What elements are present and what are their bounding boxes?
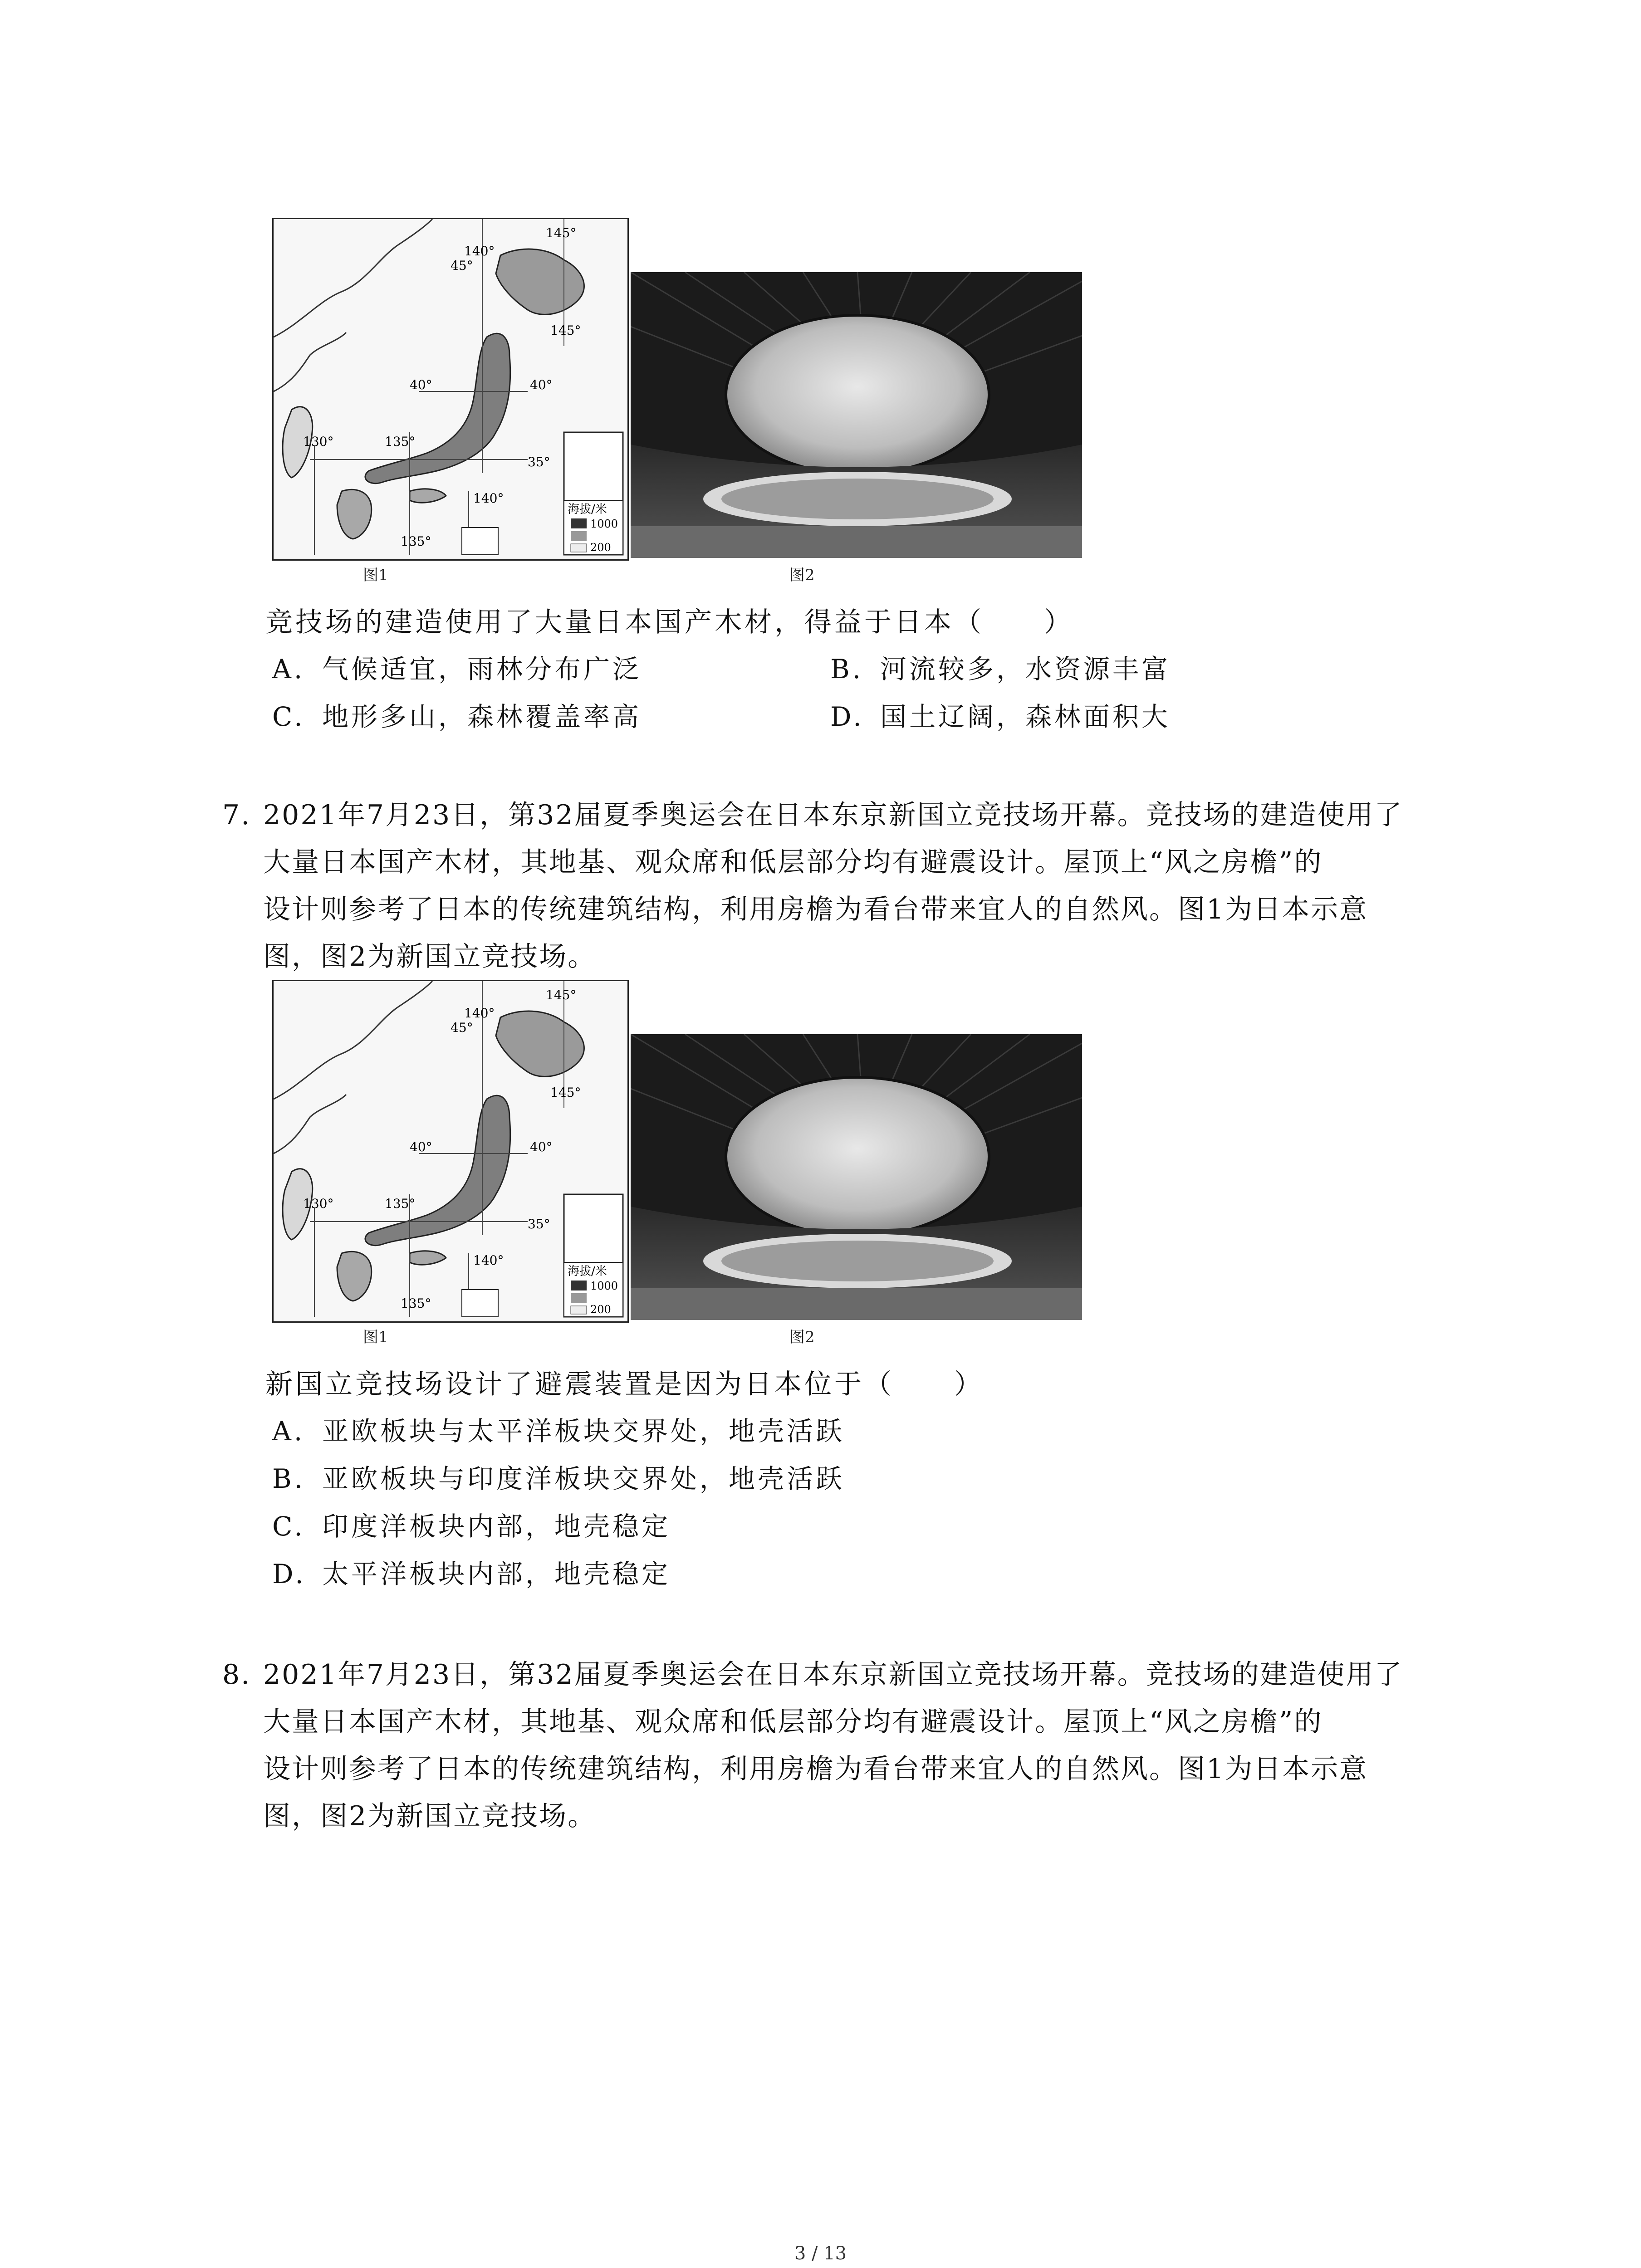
option-text: 国土辽阔，森林面积大	[880, 701, 1171, 732]
q8-stem-line: 大量日本国产木材，其地基、观众席和低层部分均有避震设计。屋顶上“风之房檐”的	[263, 1706, 1323, 1738]
option-label: C.	[272, 701, 305, 732]
q7-number: 7.	[222, 799, 251, 831]
map-legend-200: 200	[590, 1303, 611, 1316]
map-label: 145°	[550, 1085, 581, 1100]
option-label: D.	[272, 1559, 306, 1589]
map-label: 40°	[410, 1139, 432, 1154]
map-label: 135°	[385, 1196, 416, 1211]
fig1-caption: 图1	[363, 1328, 388, 1346]
map-label: 40°	[530, 377, 553, 392]
map-label: 145°	[546, 225, 577, 240]
q7-question: 新国立竞技场设计了避震装置是因为日本位于（ ）	[265, 1369, 984, 1400]
japan-map-figure	[272, 980, 629, 1323]
q6-option-c[interactable]	[272, 699, 642, 735]
q6-option-a[interactable]	[272, 651, 642, 687]
map-label: 130°	[303, 1196, 334, 1211]
q7-stem-line: 图，图2为新国立竞技场。	[263, 941, 597, 973]
map-label: 130°	[303, 434, 334, 449]
q8-stem-line: 2021年7月23日，第32届夏季奥运会在日本东京新国立竞技场开幕。竞技场的建造使用了	[263, 1659, 1403, 1691]
option-text: 地形多山，森林覆盖率高	[322, 701, 642, 732]
option-label: D.	[830, 701, 864, 732]
q7-stem-line: 大量日本国产木材，其地基、观众席和低层部分均有避震设计。屋顶上“风之房檐”的	[263, 846, 1323, 878]
map-label: 145°	[550, 323, 581, 338]
map-label: 135°	[385, 434, 416, 449]
option-label: A.	[272, 1416, 305, 1447]
map-label: 40°	[530, 1139, 553, 1154]
map-label: 135°	[401, 1296, 431, 1311]
map-label: 45°	[451, 1020, 473, 1035]
map-label: 35°	[528, 1217, 550, 1232]
map-legend-title: 海拔/米	[568, 1265, 607, 1278]
map-legend-200: 200	[590, 541, 611, 554]
q7-figure-row	[272, 980, 1112, 1346]
q6-question: 竞技场的建造使用了大量日本国产木材，得益于日本（ ）	[265, 606, 1074, 638]
stadium-photo-svg	[631, 1034, 1082, 1320]
q7-option-b[interactable]	[272, 1461, 845, 1497]
japan-map-figure	[272, 218, 629, 561]
option-label: B.	[830, 654, 864, 684]
q8-number: 8.	[222, 1659, 251, 1691]
option-label: A.	[272, 654, 305, 684]
option-text: 气候适宜，雨林分布广泛	[322, 654, 642, 684]
q6-option-b[interactable]	[830, 651, 1171, 687]
q7-option-c[interactable]	[272, 1508, 671, 1545]
map-legend-title: 海拔/米	[568, 503, 607, 516]
map-label: 140°	[473, 1253, 504, 1268]
q7-option-d[interactable]	[272, 1556, 671, 1592]
fig2-caption: 图2	[789, 1328, 815, 1346]
q7-option-a[interactable]	[272, 1413, 845, 1449]
map-label: 140°	[464, 1006, 495, 1021]
q8-stem-line: 图，图2为新国立竞技场。	[263, 1800, 597, 1832]
map-label: 40°	[410, 377, 432, 392]
q8-stem-line: 设计则参考了日本的传统建筑结构，利用房檐为看台带来宜人的自然风。图1为日本示意	[263, 1753, 1368, 1785]
fig2-caption: 图2	[789, 566, 815, 584]
map-label: 135°	[401, 534, 431, 549]
option-label: C.	[272, 1511, 305, 1542]
map-label: 45°	[451, 258, 473, 273]
map-label: 140°	[473, 491, 504, 506]
q8-stem	[222, 1651, 1470, 1840]
q6-option-d[interactable]	[830, 699, 1171, 735]
option-text: 印度洋板块内部，地壳稳定	[322, 1511, 671, 1542]
page-indicator: 3 / 13	[794, 2243, 847, 2264]
stadium-photo-svg	[631, 272, 1082, 558]
map-label: 35°	[528, 455, 550, 469]
map-legend-1000: 1000	[590, 518, 618, 530]
option-text: 太平洋板块内部，地壳稳定	[322, 1559, 671, 1589]
option-label: B.	[272, 1463, 306, 1494]
q7-stem	[222, 792, 1470, 980]
q7-stem-line: 设计则参考了日本的传统建筑结构，利用房檐为看台带来宜人的自然风。图1为日本示意	[263, 894, 1368, 925]
map-legend-1000: 1000	[590, 1280, 618, 1292]
option-text: 亚欧板块与印度洋板块交界处，地壳活跃	[322, 1463, 845, 1494]
option-text: 河流较多，水资源丰富	[880, 654, 1171, 684]
map-label: 145°	[546, 987, 577, 1002]
q7-stem-line: 2021年7月23日，第32届夏季奥运会在日本东京新国立竞技场开幕。竞技场的建造使用了	[263, 799, 1403, 831]
stadium-photo	[631, 272, 1082, 558]
option-text: 亚欧板块与太平洋板块交界处，地壳活跃	[322, 1416, 845, 1447]
stadium-photo	[631, 1034, 1082, 1320]
japan-map-svg	[274, 981, 627, 1321]
q6-figure-row	[272, 218, 1112, 584]
map-label: 140°	[464, 244, 495, 259]
japan-map-svg	[274, 219, 627, 559]
fig1-caption: 图1	[363, 566, 388, 584]
